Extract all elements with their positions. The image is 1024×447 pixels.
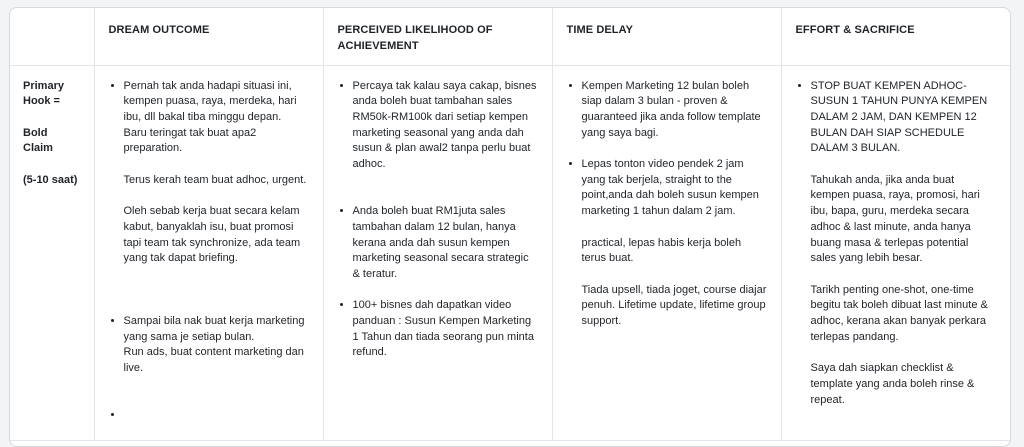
bullet-list — [109, 79, 309, 424]
bullet-list — [338, 79, 538, 362]
cell-paragraph: • Kempen Marketing 12 bulan boleh siap dalam 3 bulan - proven & guaranteed jika anda follow template yang saya bagi. — [581, 79, 761, 139]
bullet-list — [796, 79, 997, 409]
cell-paragraph: Saya dah siapkan checklist & template yang anda boleh rinse & repeat. — [810, 362, 975, 406]
cell-paragraph: Tahukah anda, jika anda buat kempen puasa, raya, promosi, hari ibu, bapa, guru, merdeka secara adhoc & last minute, anda hanya buang masa & terlepas potential sales yang lebih besar. — [810, 173, 980, 265]
cell-paragraph: • Pernah tak anda hadapi situasi ini, kempen puasa, raya, merdeka, hari ibu, dll bakal tiba minggu depan. — [123, 79, 297, 123]
list-item — [353, 204, 538, 283]
cell-paragraph: Tarikh penting one-shot, one-time begitu tak boleh dibuat last minute & adhoc, kerana akan banyak perkara terlepas pandang. — [810, 283, 988, 343]
time-delay-cell — [552, 65, 781, 440]
row-label-cell — [10, 65, 94, 440]
effort-sacrifice-cell — [781, 65, 1010, 440]
row-label-line: Bold Claim — [23, 126, 53, 155]
list-item-empty — [124, 408, 309, 424]
cell-paragraph: • STOP BUAT KEMPEN ADHOC- SUSUN 1 TAHUN PUNYA KEMPEN DALAM 2 JAM, DAN KEMPEN 12 BULAN DAH SIAP SCHEDULE DALAM 3 BULAN. — [810, 79, 988, 155]
header-effort-sacrifice: EFFORT & SACRIFICE — [781, 8, 1010, 65]
list-item — [811, 79, 997, 409]
header-dream-outcome: DREAM OUTCOME — [94, 8, 323, 65]
list-item — [124, 79, 309, 299]
cell-paragraph: practical, lepas habis kerja boleh terus buat. — [581, 236, 742, 265]
header-perceived-likelihood: PERCEIVED LIKELIHOOD OF ACHIEVEMENT — [323, 8, 552, 65]
row-label-line: (5-10 saat) — [23, 173, 78, 186]
cell-paragraph: • 100+ bisnes dah dapatkan video panduan : Susun Kempen Marketing 1 Tahun dan tiada seorang pun minta refund. — [352, 299, 534, 359]
cell-paragraph: Baru teringat tak buat apa2 preparation. — [123, 126, 257, 155]
grand-slam-offer-table — [10, 8, 1010, 441]
cell-paragraph: • Anda boleh buat RM1juta sales tambahan dalam 12 bulan, hanya kerana anda dah susun kempen marketing seasonal secara strategic & teratur. — [352, 205, 529, 280]
cell-paragraph: • Sampai bila nak buat kerja marketing yang sama je setiap bulan. — [123, 314, 305, 343]
hook-table — [9, 7, 1011, 447]
list-item — [353, 79, 538, 189]
cell-paragraph: Tiada upsell, tiada joget, course diajar penuh. Lifetime update, lifetime group support. — [581, 283, 767, 327]
table-row — [10, 65, 1010, 440]
cell-paragraph: Run ads, buat content marketing dan live. — [123, 346, 304, 375]
cell-paragraph: • Lepas tonton video pendek 2 jam yang tak berjela, straight to the point,anda dah boleh susun kempen marketing 1 tahun dalam 2 jam. — [581, 158, 759, 218]
header-time-delay: TIME DELAY — [552, 8, 781, 65]
row-label-line: Primary — [23, 79, 64, 92]
dream-outcome-cell — [94, 65, 323, 440]
cell-paragraph: Oleh sebab kerja buat secara kelam kabut, banyaklah isu, buat promosi tapi team tak synchronize, ada team yang tak dapat briefing. — [123, 205, 301, 265]
list-item — [582, 79, 767, 142]
cell-paragraph: • Percaya tak kalau saya cakap, bisnes anda boleh buat tambahan sales RM50k-RM100k dari setiap kempen marketing seasonal yang anda dah susun & plan awal2 tanpa perlu buat adhoc. — [352, 79, 537, 171]
likelihood-cell — [323, 65, 552, 440]
row-label-line: Hook = — [23, 95, 60, 108]
list-item — [353, 298, 538, 361]
cell-paragraph: Terus kerah team buat adhoc, urgent. — [123, 173, 307, 186]
list-item — [124, 314, 309, 393]
header-corner — [10, 8, 94, 65]
header-row — [10, 8, 1010, 65]
list-item — [582, 157, 767, 330]
bullet-list — [567, 79, 767, 330]
